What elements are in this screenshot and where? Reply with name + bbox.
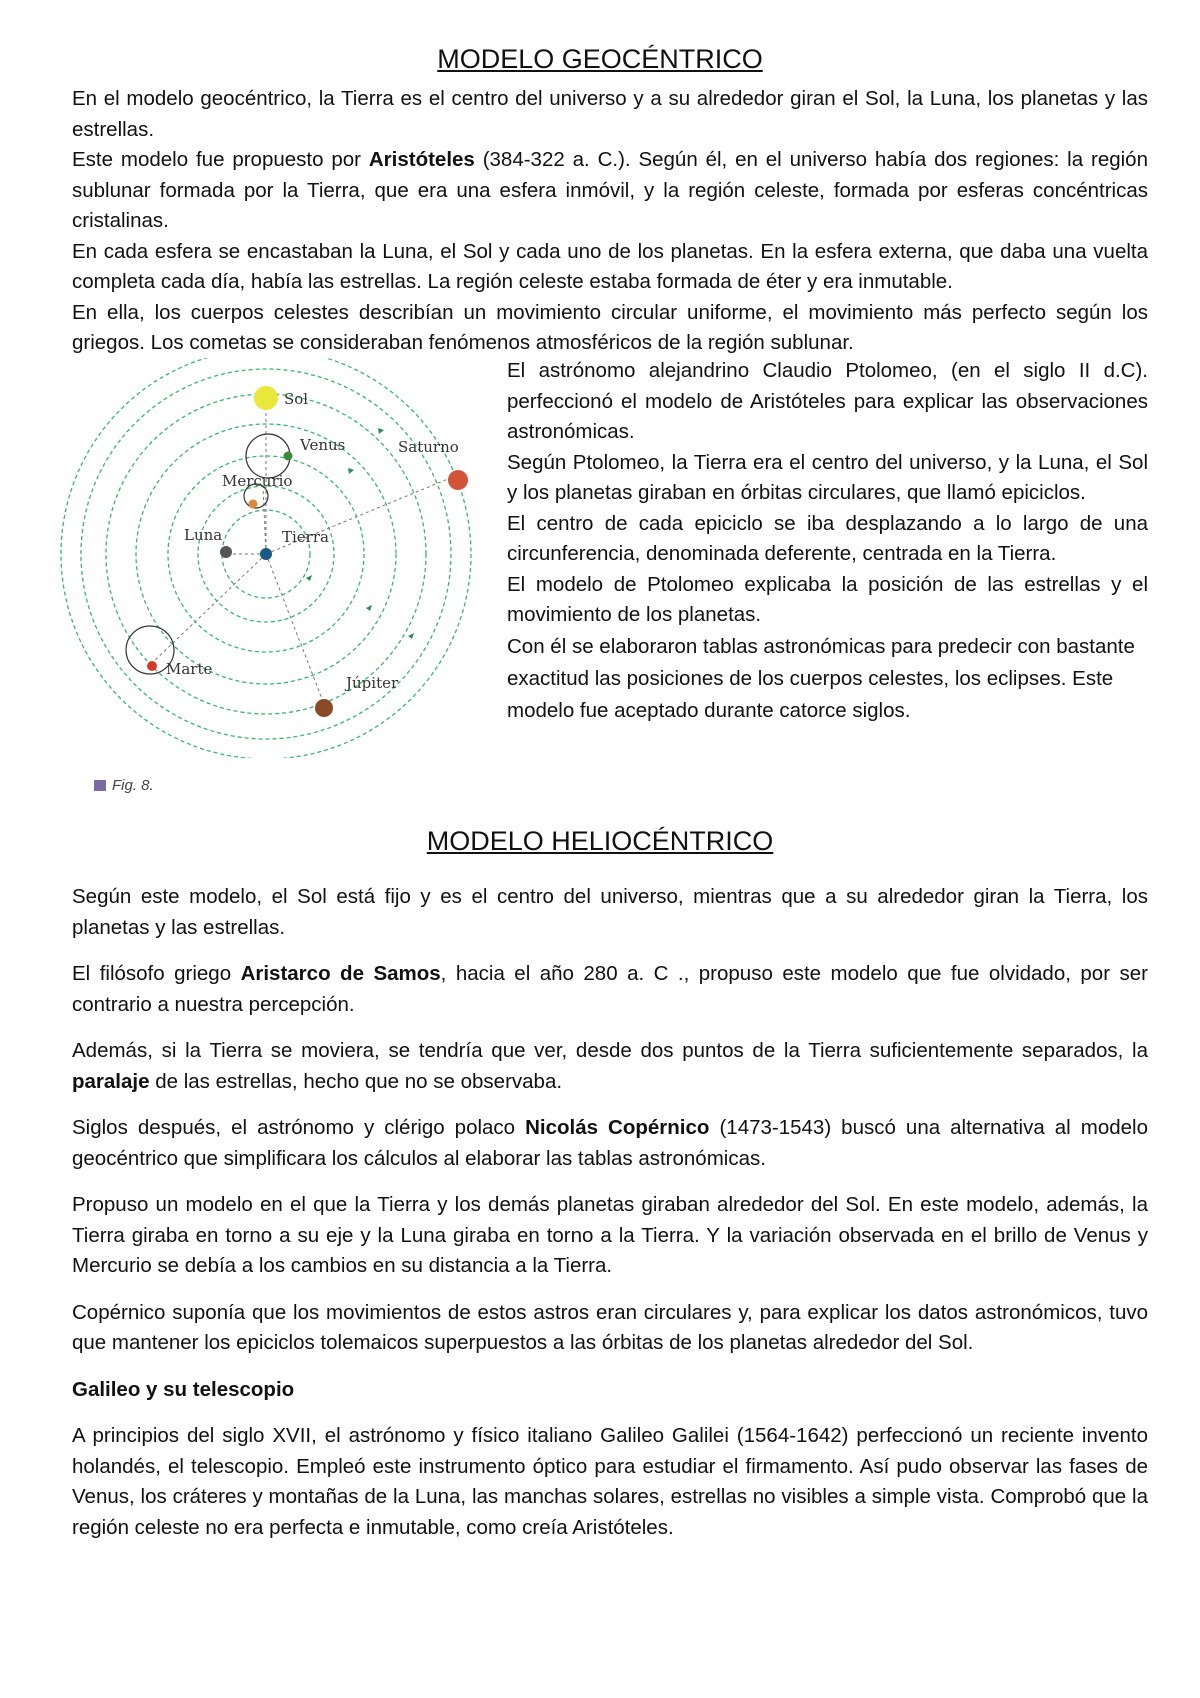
label-venus: Venus — [300, 436, 346, 454]
ptolemy-text — [507, 356, 1148, 727]
helio-paragraph-2: El filósofo griego Aristarco de Samos, hacia el año 280 a. C ., propuso este modelo que fue olvidado, por ser contrario a nuestra percepción. — [72, 962, 1148, 1016]
mars-planet — [147, 661, 157, 671]
caption-square-icon — [94, 780, 106, 791]
geo-paragraph-4: En ella, los cuerpos celestes describían un movimiento circular uniforme, el movimiento más perfecto según los griegos. Los cometas se consideraban fenómenos atmosféricos de la región sublunar. — [72, 300, 1148, 354]
jupiter-planet — [315, 699, 333, 717]
helio-paragraph-7: A principios del siglo XVII, el astrónomo y físico italiano Galileo Galilei (1564-1642) perfeccionó un reciente invento holandés, el telescopio. Empleó este instrumento óptico para estudiar el firmamento. Así pudo observar las fases de Venus, los cráteres y montañas de la Luna, las manchas solares, estrellas no visibles a simple vista. Comprobó que la región celeste no era perfecta e inmutable, como creía Aristóteles. — [72, 1424, 1148, 1539]
earth-planet — [260, 548, 272, 560]
geo-intro — [72, 84, 1148, 359]
figure-caption: Fig. 8. — [94, 777, 154, 794]
helio-body — [72, 882, 1148, 1559]
sun-planet — [254, 386, 278, 410]
label-tierra: Tierra — [282, 528, 329, 546]
mercury-planet — [249, 500, 258, 509]
ptolemy-paragraph-1: El astrónomo alejandrino Claudio Ptolomeo, (en el siglo II d.C). perfeccionó el modelo de Aristóteles para explicar las observaciones astronómicas. — [507, 359, 1148, 443]
galileo-subheading: Galileo y su telescopio — [72, 1377, 295, 1401]
ptolemy-paragraph-3: El centro de cada epiciclo se iba desplazando a lo largo de una circunferencia, denominada deferente, centrada en la Tierra. — [507, 511, 1148, 565]
helio-paragraph-4: Siglos después, el astrónomo y clérigo polaco Nicolás Copérnico (1473-1543) buscó una alternativa al modelo geocéntrico que simplificara los cálculos al elaborar las tablas astronómicas. — [72, 1116, 1148, 1170]
ptolemaic-diagram — [48, 358, 498, 758]
venus-planet — [284, 452, 293, 461]
geo-paragraph-2: Este modelo fue propuesto por Aristóteles (384-322 a. C.). Según él, en el universo había dos regiones: la región sublunar formada por la Tierra, que era una esfera inmóvil, y la región celeste, formada por esferas concéntricas cristalinas. — [72, 148, 1148, 232]
diagram-labels — [166, 390, 459, 692]
saturn-planet — [448, 470, 468, 490]
aristoteles-bold: Aristóteles — [368, 148, 475, 171]
moon-planet — [220, 546, 232, 558]
ptolemy-paragraph-2: Según Ptolomeo, la Tierra era el centro del universo, y la Luna, el Sol y los planetas giraban en órbitas circulares, que llamó epiciclos. — [507, 450, 1148, 504]
geo-title: MODELO GEOCÉNTRICO — [437, 44, 763, 74]
helio-paragraph-1: Según este modelo, el Sol está fijo y es el centro del universo, mientras que a su alrededor giran la Tierra, los planetas y las estrellas. — [72, 885, 1148, 939]
geo-paragraph-1: En el modelo geocéntrico, la Tierra es el centro del universo y a su alrededor giran el Sol, la Luna, los planetas y las estrellas. — [72, 87, 1148, 141]
geo-paragraph-3: En cada esfera se encastaban la Luna, el Sol y cada uno de los planetas. En la esfera externa, que daba una vuelta completa cada día, había las estrellas. La región celeste estaba formada de éter y era inmutable. — [72, 239, 1148, 293]
label-sol: Sol — [284, 390, 309, 408]
helio-title: MODELO HELIOCÉNTRICO — [426, 826, 774, 856]
paralaje-bold: paralaje — [72, 1069, 150, 1093]
helio-paragraph-6: Copérnico suponía que los movimientos de estos astros eran circulares y, para explicar los datos astronómicos, tuvo que mantener los epiciclos tolemaicos superpuestos a las órbitas de los planetas alrededor del Sol. — [72, 1300, 1148, 1354]
copernico-bold: Nicolás Copérnico — [525, 1116, 710, 1139]
helio-paragraph-5: Propuso un modelo en el que la Tierra y los demás planetas giraban alrededor del Sol. En este modelo, además, la Tierra giraba en torno a su eje y la Luna giraba en torno a la Tierra. Y la variación observada en el brillo de Venus y Mercurio se debía a los cambios en su distancia a la Tierra. — [72, 1193, 1148, 1277]
label-mercurio: Mercurio — [222, 472, 293, 490]
label-luna: Luna — [184, 526, 223, 544]
ptolemy-paragraph-5: Con él se elaboraron tablas astronómicas para predecir con bastante exactitud las posiciones de los cuerpos celestes, los eclipses. Este modelo fue aceptado durante catorce siglos. — [507, 634, 1135, 722]
ptolemy-paragraph-4: El modelo de Ptolomeo explicaba la posición de las estrellas y el movimiento de los planetas. — [507, 572, 1148, 626]
helio-paragraph-3: Además, si la Tierra se moviera, se tendría que ver, desde dos puntos de la Tierra suficientemente separados, la paralaje de las estrellas, hecho que no se observaba. — [72, 1039, 1148, 1093]
label-marte: Marte — [166, 660, 213, 678]
label-saturno: Saturno — [398, 438, 459, 456]
label-jupiter: Júpiter — [346, 674, 399, 692]
aristarco-bold: Aristarco de Samos — [240, 962, 441, 985]
